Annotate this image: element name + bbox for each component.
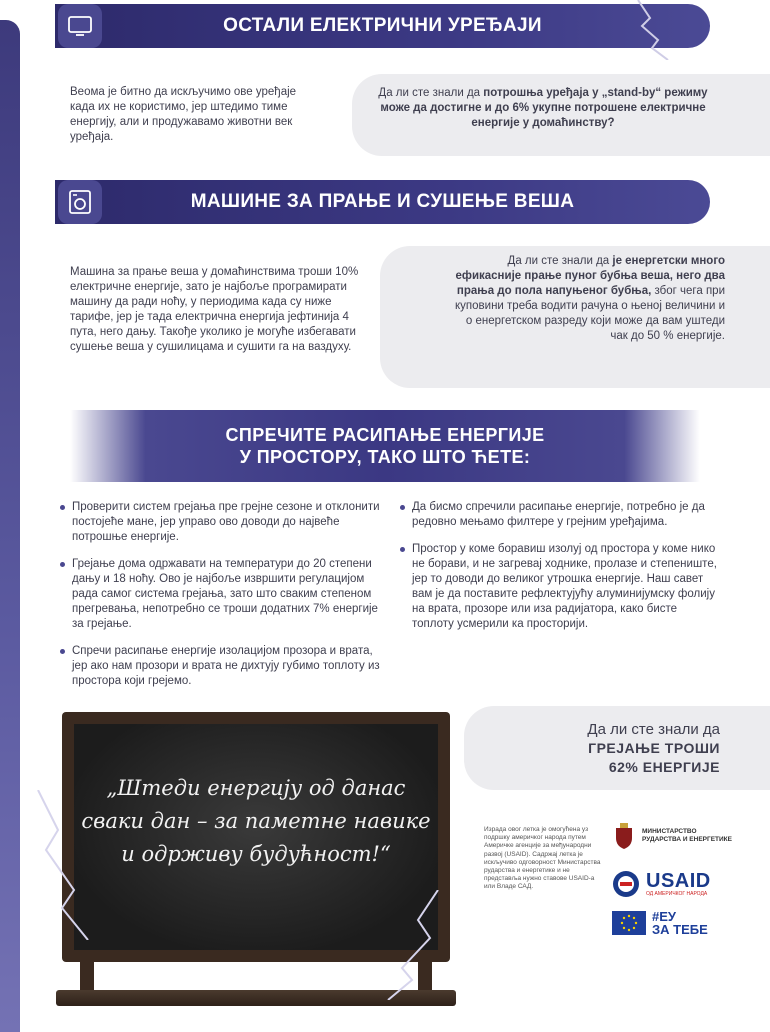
chalkboard-quote: „Штеди енергију од данас сваки дан – за паметне навике и одрживу будућност!“ [81, 776, 431, 866]
lightning-bolt-icon [378, 890, 448, 1000]
ministry-logo: МИНИСТАРСТВО РУДАРСТВА И ЕНЕРГЕТИКЕ [612, 822, 732, 850]
section1-banner [55, 4, 710, 48]
section3-title-line2: У ПРОСТОРУ, ТАКО ШТО ЋЕТЕ: [239, 447, 531, 467]
eu-logo: #ЕУ ЗА ТЕБЕ [612, 910, 708, 936]
section2-title: МАШИНЕ ЗА ПРАЊЕ И СУШЕЊЕ ВЕША [190, 191, 575, 212]
list-item: Да бисмо спречили расипање енергије, потребно је да редовно мењамо филтере у грејним уређајима. [400, 500, 720, 530]
section2-body: Машина за прање веша у домаћинствима троши 10% електричне енергије, зато је најбоље програмирати машину да ради ноћу, у периодима када су ниже тарифе, јер је тада електрична енергија јефтинија 4 пута, него дању. Такође уколико је могуће избегавати сушење веша у сушилицама и сушити га на ваздуху. [70, 266, 359, 353]
list-item: Грејање дома одржавати на температури до 20 степени дању и 18 ноћу. Ово је најбоље извршити регулацијом рада самог система грејања, зато што сваким степеном прегревања, непотребно се троши додатних 7% енергије за грејање. [60, 557, 390, 632]
washing-machine-icon [58, 180, 102, 224]
lightning-bolt-icon [28, 790, 98, 940]
heating-fact: Да ли сте знали да ГРЕЈАЊЕ ТРОШИ 62% ЕНЕРГИЈЕ [587, 721, 720, 775]
section1-body: Веома је битно да искључимо ове уређаје када их не користимо, јер штедимо тиме енергију, али и продужавамо животни век уређаја. [70, 86, 297, 143]
bullet-list-right [400, 500, 720, 644]
disclaimer-text: Израда овог летка је омогућена уз подршку америчког народа путем Америчке агенције за међународни развој (USAID). Садржај летка је искључиво одговорност Министарства рударства и енергетике и не представља нужно ставове USAID-а или Владе САД. [484, 826, 601, 891]
tv-icon [58, 4, 102, 48]
list-item: Простор у коме боравиш изолуј од простора у коме нико не борави, и не загревај ходнике, пролазе и степениште, јер то доводи до великог утрошка енергије. Наш савет вам је да поставите рефлектујућу алуминијумску фолију на врата, прозоре или иза радијатора, како бисте топлоту усмерили ка просторији. [400, 542, 720, 632]
eu-flag-icon [612, 911, 646, 935]
usaid-seal-icon [612, 870, 640, 898]
section2-fact: Да ли сте знали да је енергетски много ефикасније прање пуног бубња веша, него два прања до пола напуњеног бубња, због чега при куповини треба водити рачуна о њеној величини и о енергетском разреду који може да вам уштеди чак до 50 % енергије. [455, 255, 726, 342]
coat-of-arms-icon [612, 822, 636, 850]
section1-fact: Да ли сте знали да потрошња уређаја у „stand-by“ режиму може да достигне и до 6% укупне потрошене електричне енергије у домаћинству? [378, 87, 708, 129]
bullet-list-left [60, 500, 390, 701]
list-item: Спречи расипање енергије изолацијом прозора и врата, јер ако нам прозори и врата не дихтују губимо топлоту из простора који грејемо. [60, 644, 390, 689]
section3-title-line1: СПРЕЧИТЕ РАСИПАЊЕ ЕНЕРГИЈЕ [225, 425, 545, 445]
usaid-logo: USAID ОД АМЕРИЧКОГ НАРОДА [612, 870, 711, 898]
section2-banner [55, 180, 710, 224]
section3-banner [70, 410, 700, 482]
side-rail [0, 20, 20, 1032]
lightning-bolt-icon [628, 0, 678, 60]
list-item: Проверити систем грејања пре грејне сезоне и отклонити постојеће мане, јер управо ово доводи до највеће потрошње енергије. [60, 500, 390, 545]
section1-title: ОСТАЛИ ЕЛЕКТРИЧНИ УРЕЂАЈИ [223, 15, 542, 36]
